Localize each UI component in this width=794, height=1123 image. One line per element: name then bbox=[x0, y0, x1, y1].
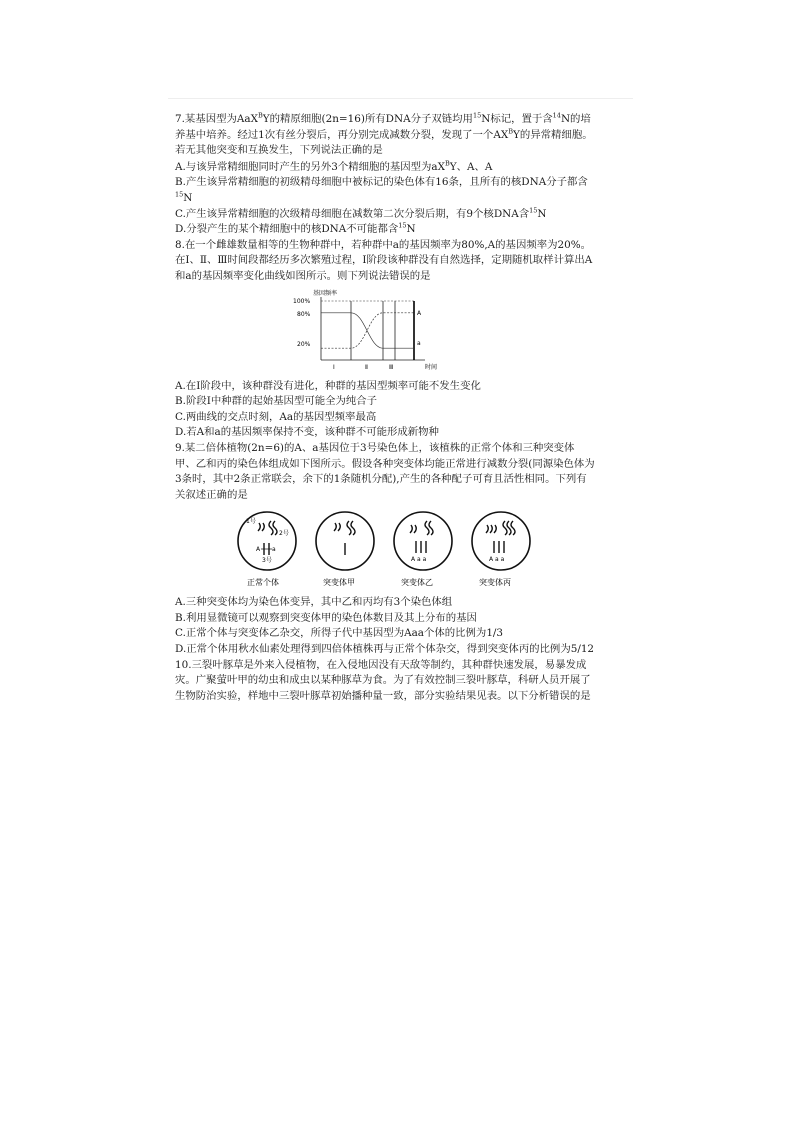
cell-mutant-bing bbox=[472, 512, 530, 570]
gene-frequency-chart bbox=[293, 287, 453, 377]
q8-option-b: B.阶段Ⅰ中种群的起始基因型可能全为纯合子 bbox=[175, 395, 378, 408]
ytick-20: 20% bbox=[297, 340, 311, 348]
series-lower-curve bbox=[321, 312, 414, 347]
q7-option-c: C.产生该异常精细胞的次级精母细胞在减数第二次分裂后期，有9个核DNA含$^{15}$N bbox=[175, 206, 547, 220]
label-chromosome-3: 3号 bbox=[262, 557, 272, 565]
caption-normal: 正常个体 bbox=[247, 578, 279, 588]
q9-stem: 9.某二倍体植物(2n=6)的A、a基因位于3号染色体上，该植株的正常个体和三种突变体甲、乙和丙的染色体组成如下图所示。假设各种突变体均能正常进行减数分裂(同源染色体为3条时，其中2条正常联会，余下的1条随机分配),产生的各种配子可育且活性相同。下列有关叙述正确的是 bbox=[175, 441, 595, 501]
series-label-A: A bbox=[417, 309, 422, 317]
q8-option-d: D.若A和a的基因频率保持不变，该种群不可能形成新物种 bbox=[175, 426, 439, 439]
cell-mutant-jia bbox=[316, 512, 374, 570]
stage-label-2: Ⅱ bbox=[365, 363, 368, 371]
q9-option-a: A.三种突变体均为染色体变异，其中乙和丙均有3个染色体组 bbox=[175, 596, 453, 609]
q8-option-a: A.在Ⅰ阶段中，该种群没有进化，种群的基因型频率可能不发生变化 bbox=[175, 379, 481, 392]
series-label-a: a bbox=[417, 339, 421, 347]
ytick-80: 80% bbox=[297, 310, 311, 318]
q9-option-c: C.正常个体与突变体乙杂交，所得子代中基因型为Aaa个体的比例为1/3 bbox=[175, 627, 504, 640]
x-axis-label: 时间 bbox=[425, 363, 438, 371]
q9-option-d: D.正常个体用秋水仙素处理得到四倍体植株再与正常个体杂交，得到突变体丙的比例为5/12 bbox=[175, 643, 595, 656]
q7-option-d: D.分裂产生的某个精细胞中的核DNA不可能都含$^{15}$N bbox=[175, 221, 416, 236]
q7-stem: 7.某基因型为AaX$^B$Y的精原细胞(2n=16)所有DNA分子双链均用$^{15}$N标记，置于含$^{14}$N的培养基中培养。经过1次有丝分裂后，再分别完成减数分裂，发现了一个$AX^BY$的异常精细胞。若无其他突变和互换发生，下列说法正确的是 bbox=[175, 111, 593, 157]
ytick-100: 100% bbox=[293, 297, 311, 305]
caption-mutant-jia: 突变体甲 bbox=[323, 578, 355, 588]
caption-mutant-bing: 突变体丙 bbox=[479, 578, 511, 588]
label-A: A bbox=[256, 546, 261, 554]
label-chromosome-2: 2号 bbox=[279, 530, 289, 538]
q9-option-b: B.利用显微镜可以观察到突变体甲的染色体数目及其上分布的基因 bbox=[175, 611, 477, 624]
exam-page bbox=[175, 112, 595, 705]
y-axis-label: 基因频率 bbox=[313, 289, 338, 297]
q7-option-a: A.与该异常精细胞同时产生的另外3个精细胞的基因型为$aX^BY$、A、A bbox=[175, 159, 493, 173]
label-Aaa-yi: A a a bbox=[411, 556, 427, 564]
stage-label-1: Ⅰ bbox=[333, 363, 335, 371]
series-a-upper-curve bbox=[321, 312, 414, 347]
gene-frequency-svg bbox=[293, 287, 453, 377]
label-chromosome-1: 1号 bbox=[246, 518, 256, 526]
q7-option-b: B.产生该异常精细胞的初级精母细胞中被标记的染色体有16条，且所有的核DNA分子都含$^{15}$N bbox=[175, 176, 588, 204]
caption-mutant-yi: 突变体乙 bbox=[401, 578, 433, 588]
label-Aaa-bing: A a a bbox=[489, 556, 505, 564]
chromosome-figure bbox=[235, 509, 535, 591]
top-divider bbox=[168, 98, 633, 99]
cell-mutant-yi bbox=[394, 512, 452, 570]
q10-stem: 10.三裂叶豚草是外来入侵植物，在入侵地因没有天敌等制约，其种群快速发展，易暴发成灾。广聚萤叶甲的幼虫和成虫以某种豚草为食。为了有效控制三裂叶豚草，科研人员开展了生物防治实验，样地中三裂叶豚草初始播种量一致，部分实验结果见表。以下分析错误的是 bbox=[175, 658, 591, 702]
chromosome-svg bbox=[235, 509, 535, 591]
label-a: a bbox=[272, 546, 276, 554]
stage-label-3: Ⅲ bbox=[389, 363, 394, 371]
cell-normal bbox=[238, 512, 296, 570]
q8-stem: 8.在一个雌雄数量相等的生物种群中，若种群中a的基因频率为80%,A的基因频率为20%。在Ⅰ、Ⅱ、Ⅲ时间段都经历多次繁殖过程，Ⅰ阶段该种群没有自然选择，定期随机取样计算出A和a的基因频率变化曲线如图所示。则下列说法错误的是 bbox=[175, 238, 593, 282]
q8-option-c: C.两曲线的交点时刻，Aa的基因型频率最高 bbox=[175, 410, 377, 423]
